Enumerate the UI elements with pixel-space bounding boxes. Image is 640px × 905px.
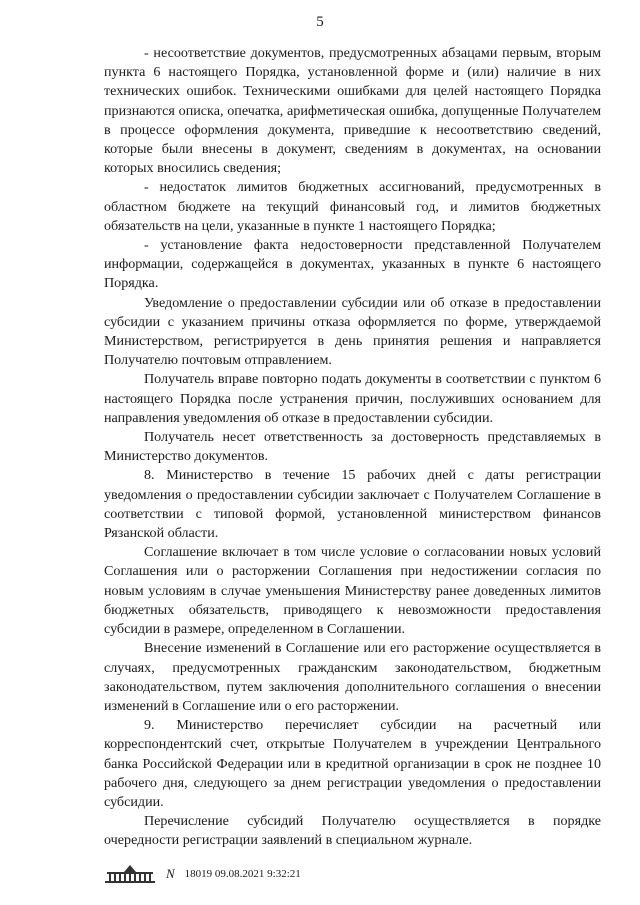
footer-stamp [104,864,301,884]
document-number-mark: Ν [166,866,175,881]
registration-stamp: 18019 09.08.2021 9:32:21 [184,868,301,880]
document-body [104,44,601,851]
page-number: 5 [316,14,324,30]
paragraph: 9. Министерство перечисляет субсидии на расчетный или корреспондентский счет, открытые Получателем в учреждении Центрального банка Российской Федерации или в кредитной организации в срок не позднее 10 рабочего дня, следующего за днем регистрации уведомления о предоставлении субсидии. [104,717,601,810]
paragraph: Получатель вправе повторно подать документы в соответствии с пунктом 6 настоящего Порядка после устранения причин, послуживших основанием для направления уведомления об отказе в предоставлении субсидии. [104,371,601,426]
paragraph: - установление факта недостоверности представленной Получателем информации, содержащейся в документах, указанных в пункте 6 настоящего Порядка. [104,237,601,292]
paragraph: Соглашение включает в том числе условие о согласовании новых условий Соглашения или о расторжении Соглашения при недостижении согласия по новым условиям в случае уменьшения Министерству ранее доведенных лимитов бюджетных обязательств, приводящего к невозможности предоставления субсидии в размере, определенном в Соглашении. [104,544,601,638]
paragraph: 8. Министерство в течение 15 рабочих дней с даты регистрации уведомления о предоставлении субсидии заключает с Получателем Соглашение в соответствии с типовой формой, установленной министерством финансов Рязанской области. [104,467,601,542]
paragraph: - недостаток лимитов бюджетных ассигнований, предусмотренных в областном бюджете на текущий финансовый год, и лимитов бюджетных обязательств на цели, указанные в пункте 1 настоящего Порядка; [104,179,601,234]
paragraph: - несоответствие документов, предусмотренных абзацами первым, вторым пункта 6 настоящего Порядка, установленной форме и (или) наличие в них технических ошибок. Техническими ошибками для целей настоящего Порядка признаются описка, опечатка, арифметическая ошибка, допущенные Получателем в процессе оформления документа, приведшие к несоответствию сведений, которые были внесены в документ, сведениям в документах, на основании которых вносились сведения; [104,45,601,177]
building-icon [104,864,156,884]
paragraph: Перечисление субсидий Получателю осуществляется в порядке очередности регистрации заявлений в специальном журнале. [104,813,601,849]
paragraph: Внесение изменений в Соглашение или его расторжение осуществляется в случаях, предусмотренных гражданским законодательством, бюджетным законодательством, путем заключения дополнительного соглашения о внесении изменений в Соглашение или о его расторжении. [104,640,601,714]
paragraph: Уведомление о предоставлении субсидии или об отказе в предоставлении субсидии с указанием причины отказа оформляется по форме, утверждаемой Министерством, регистрируется в день принятия решения и направляется Получателю почтовым отправлением. [104,294,601,369]
paragraph: Получатель несет ответственность за достоверность представляемых в Министерство документов. [104,429,601,465]
